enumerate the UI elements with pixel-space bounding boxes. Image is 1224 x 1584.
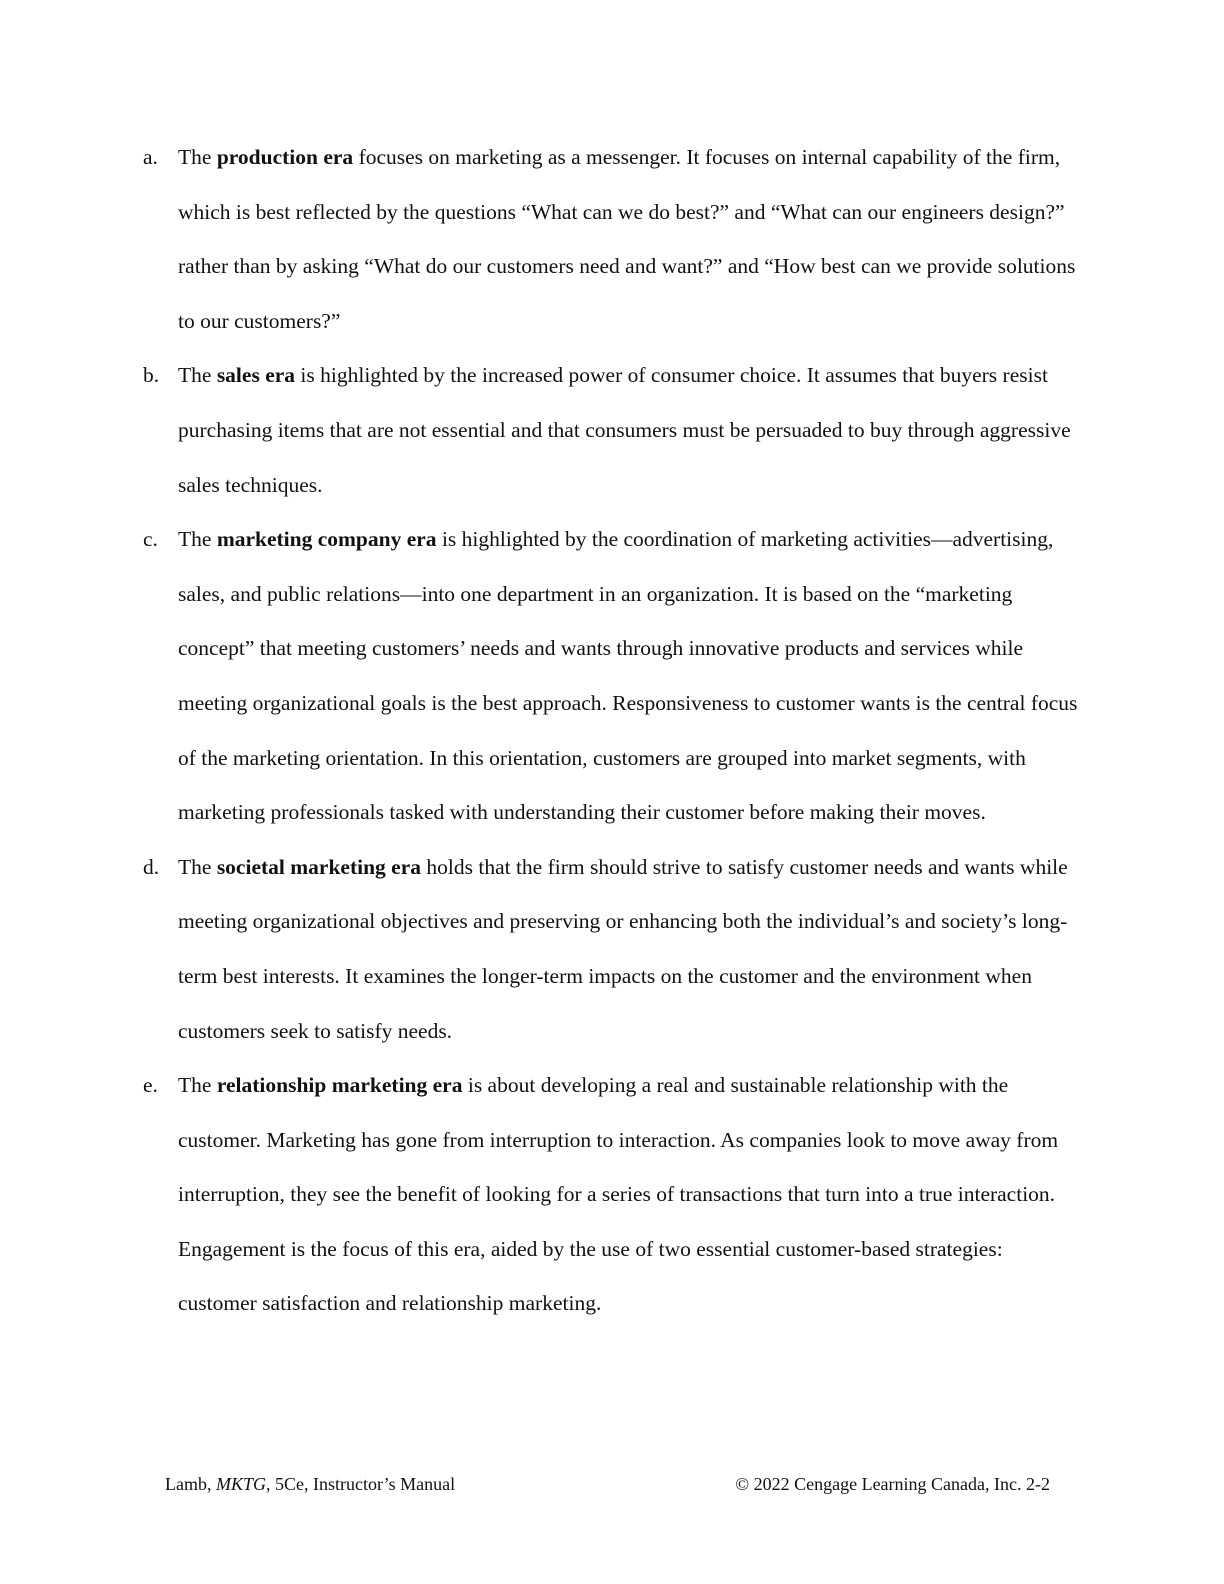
list-marker: d. (143, 854, 160, 879)
description-text: focuses on marketing as a messenger. It focuses on internal capability of the firm, which is best reflected by the questions “What can we do best?” and “What can our engineers design?” rather than by asking “What do our customers need and want?” and “How best can we provide solutions to our customers?” (178, 145, 1076, 333)
lead-text: The (178, 527, 217, 552)
description-text: is highlighted by the coordination of marketing activities—advertising, sales, and public relations—into one department in an organization. It is based on the “marketing concept” that meeting customers’ needs and wants through innovative products and services while meeting organizational goals is the best approach. Responsiveness to customer wants is the central focus of the marketing orientation. In this orientation, customers are grouped into market segments, with marketing professionals tasked with understanding their customer before making their moves. (178, 527, 1078, 825)
era-term: sales era (216, 363, 296, 388)
list-item-text (178, 527, 1077, 824)
list-item-sales-era (140, 348, 1080, 512)
list-item-societal-marketing-era (140, 840, 1080, 1058)
footer-edition: , 5Ce, Instructor’s Manual (266, 1474, 456, 1494)
description-text: is about developing a real and sustainable relationship with the customer. Marketing has gone from interruption to interaction. As companies look to move away from interruption, they see the benefit of looking for a series of transactions that turn into a true interaction. Engagement is the focus of this era, aided by the use of two essential customer-based strategies: customer satisfaction and relationship marketing. (178, 1073, 1059, 1316)
footer-author: Lamb, (165, 1474, 216, 1494)
description-text: is highlighted by the increased power of consumer choice. It assumes that buyers resist purchasing items that are not essential and that consumers must be persuaded to buy through aggressive sales techniques. (178, 363, 1071, 497)
lead-text: The (178, 854, 217, 879)
lead-text: The (178, 145, 217, 169)
list-marker: e. (143, 1073, 158, 1098)
list-item-relationship-marketing-era (140, 1058, 1080, 1331)
description-text: holds that the firm should strive to satisfy customer needs and wants while meeting organizational objectives and preserving or enhancing both the individual’s and society’s long-term best interests. It examines the longer-term impacts on the customer and the environment when customers seek to satisfy needs. (178, 854, 1068, 1043)
list-item-text (178, 855, 1068, 1043)
footer-citation (165, 1472, 455, 1496)
list-marker: b. (143, 363, 160, 388)
list-item-text (178, 145, 1075, 333)
lead-text: The (178, 1073, 217, 1098)
list-item-text (178, 363, 1071, 496)
era-term: societal marketing era (216, 854, 421, 879)
footer-copyright: © 2022 Cengage Learning Canada, Inc. 2-2 (735, 1474, 1050, 1494)
list-marker: c. (143, 527, 158, 552)
era-term: relationship marketing era (216, 1073, 463, 1098)
list-item-marketing-company-era (140, 512, 1080, 840)
lead-text: The (178, 363, 217, 388)
era-term: production era (216, 145, 354, 169)
era-list (140, 130, 1080, 1331)
list-item-production-era (140, 130, 1080, 348)
era-term: marketing company era (216, 527, 437, 552)
list-item-text (178, 1073, 1058, 1315)
footer-book-title: MKTG (216, 1474, 267, 1494)
list-marker: a. (143, 145, 158, 169)
